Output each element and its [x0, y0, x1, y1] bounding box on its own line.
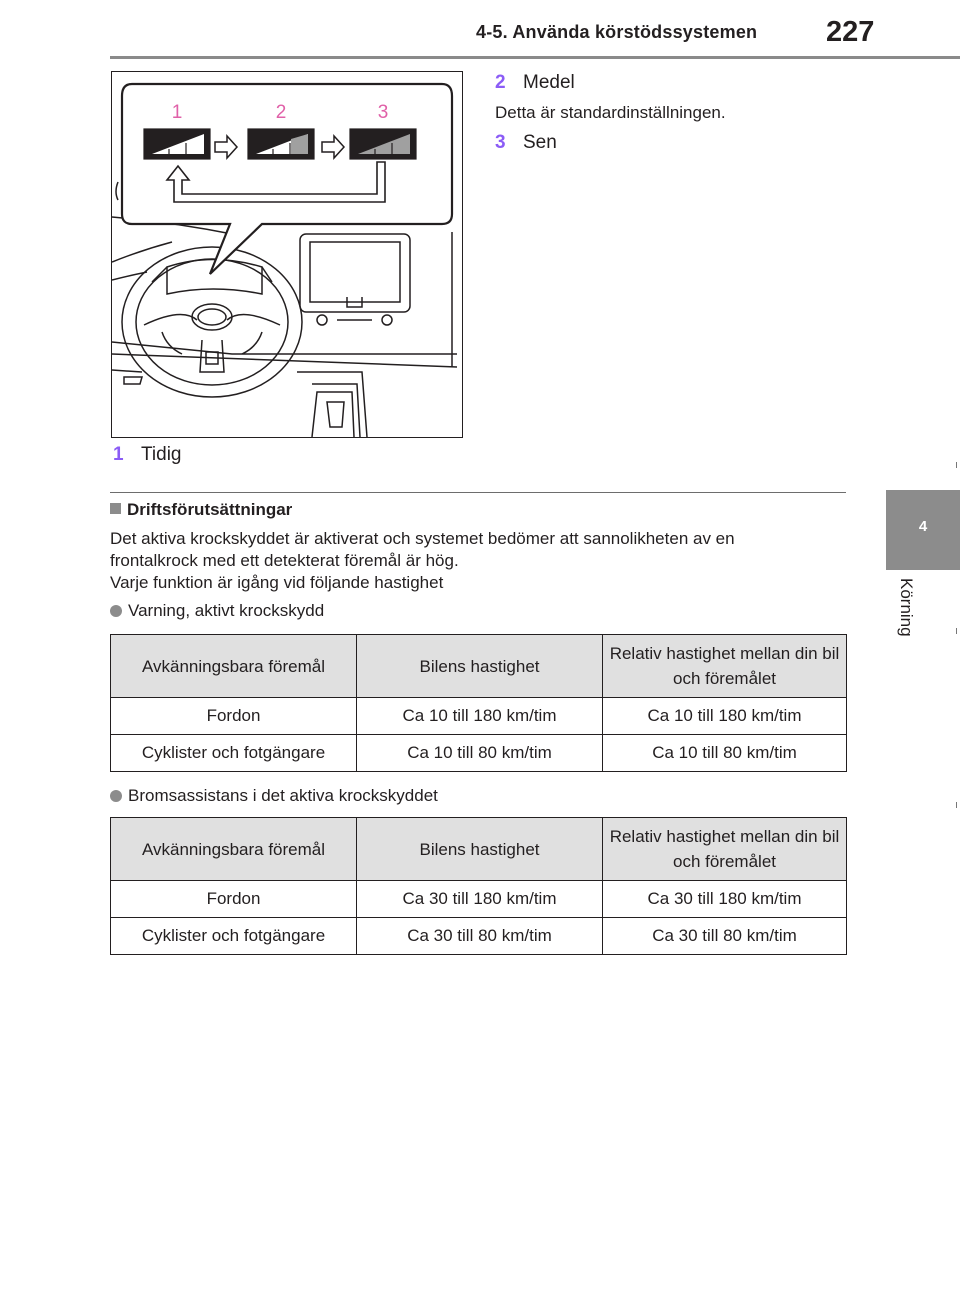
- circle-bullet-icon: [110, 605, 122, 617]
- chapter-number: 4: [918, 518, 928, 535]
- table-header-row: [111, 635, 847, 698]
- section-paragraph: [110, 528, 850, 594]
- figure-label-1: 1: [171, 102, 183, 123]
- table-row: [111, 881, 847, 918]
- speed-table-warning: [110, 634, 847, 772]
- paragraph-line: Varje funktion är igång vid följande hastighet: [110, 573, 444, 592]
- table-cell: Ca 30 till 180 km/tim: [603, 881, 847, 918]
- table-cell: Ca 10 till 180 km/tim: [357, 698, 603, 735]
- speed-table-brake-assist: [110, 817, 847, 955]
- dashboard-illustration: [111, 71, 463, 438]
- section-divider: [110, 492, 846, 493]
- bullet-item: [110, 601, 324, 621]
- table-cell: Ca 30 till 80 km/tim: [357, 918, 603, 955]
- table-cell: Ca 10 till 80 km/tim: [603, 735, 847, 772]
- section-heading: [110, 500, 292, 520]
- dashboard-drawing: [112, 72, 462, 437]
- paragraph-line: Det aktiva krockskyddet är aktiverat och systemet bedömer att sannolikheten av en: [110, 529, 735, 548]
- step-item-2: [495, 72, 575, 94]
- table-header-cell: Avkänningsbara föremål: [111, 635, 357, 698]
- chapter-tab: [886, 490, 960, 570]
- square-bullet-icon: [110, 503, 121, 514]
- table-cell: Ca 10 till 180 km/tim: [603, 698, 847, 735]
- table-header-cell: Relativ hastighet mellan din bil och föremålet: [603, 818, 847, 881]
- chapter-title: Körning: [897, 578, 916, 637]
- table-cell: Fordon: [111, 881, 357, 918]
- table-cell: Cyklister och fotgängare: [111, 918, 357, 955]
- table-header-cell: Avkänningsbara föremål: [111, 818, 357, 881]
- step-label: Sen: [523, 132, 557, 153]
- edge-tick: [956, 462, 957, 468]
- table-header-cell: Bilens hastighet: [357, 818, 603, 881]
- step-number: 1: [113, 444, 124, 465]
- header-rule: [110, 56, 960, 59]
- step-label: Tidig: [141, 444, 182, 465]
- section-title: 4-5. Använda körstödssystemen: [476, 22, 758, 42]
- circle-bullet-icon: [110, 790, 122, 802]
- table-cell: Ca 10 till 80 km/tim: [357, 735, 603, 772]
- edge-tick: [956, 802, 957, 808]
- bullet-text: Bromsassistans i det aktiva krockskyddet: [128, 786, 438, 805]
- step-number: 2: [495, 72, 506, 93]
- table-header-row: [111, 818, 847, 881]
- table-cell: Cyklister och fotgängare: [111, 735, 357, 772]
- table-row: [111, 698, 847, 735]
- table-row: [111, 918, 847, 955]
- table-header-cell: Bilens hastighet: [357, 635, 603, 698]
- table-cell: Ca 30 till 80 km/tim: [603, 918, 847, 955]
- table-header-cell: Relativ hastighet mellan din bil och föremålet: [603, 635, 847, 698]
- paragraph-line: frontalkrock med ett detekterat föremål är hög.: [110, 551, 459, 570]
- step-item-3: [495, 132, 557, 154]
- edge-tick: [956, 628, 957, 634]
- page-number: 227: [826, 16, 875, 48]
- bullet-text: Varning, aktivt krockskydd: [128, 601, 325, 620]
- step-item-1: [113, 444, 181, 466]
- step-description: Detta är standardinställningen.: [495, 103, 726, 122]
- step-label: Medel: [523, 72, 575, 93]
- step-number: 3: [495, 132, 506, 153]
- section-heading-text: Driftsförutsättningar: [127, 500, 293, 519]
- table-cell: Ca 30 till 180 km/tim: [357, 881, 603, 918]
- table-cell: Fordon: [111, 698, 357, 735]
- figure-label-2: 2: [275, 102, 287, 123]
- bullet-item: [110, 786, 438, 806]
- table-row: [111, 735, 847, 772]
- figure-label-3: 3: [377, 102, 389, 123]
